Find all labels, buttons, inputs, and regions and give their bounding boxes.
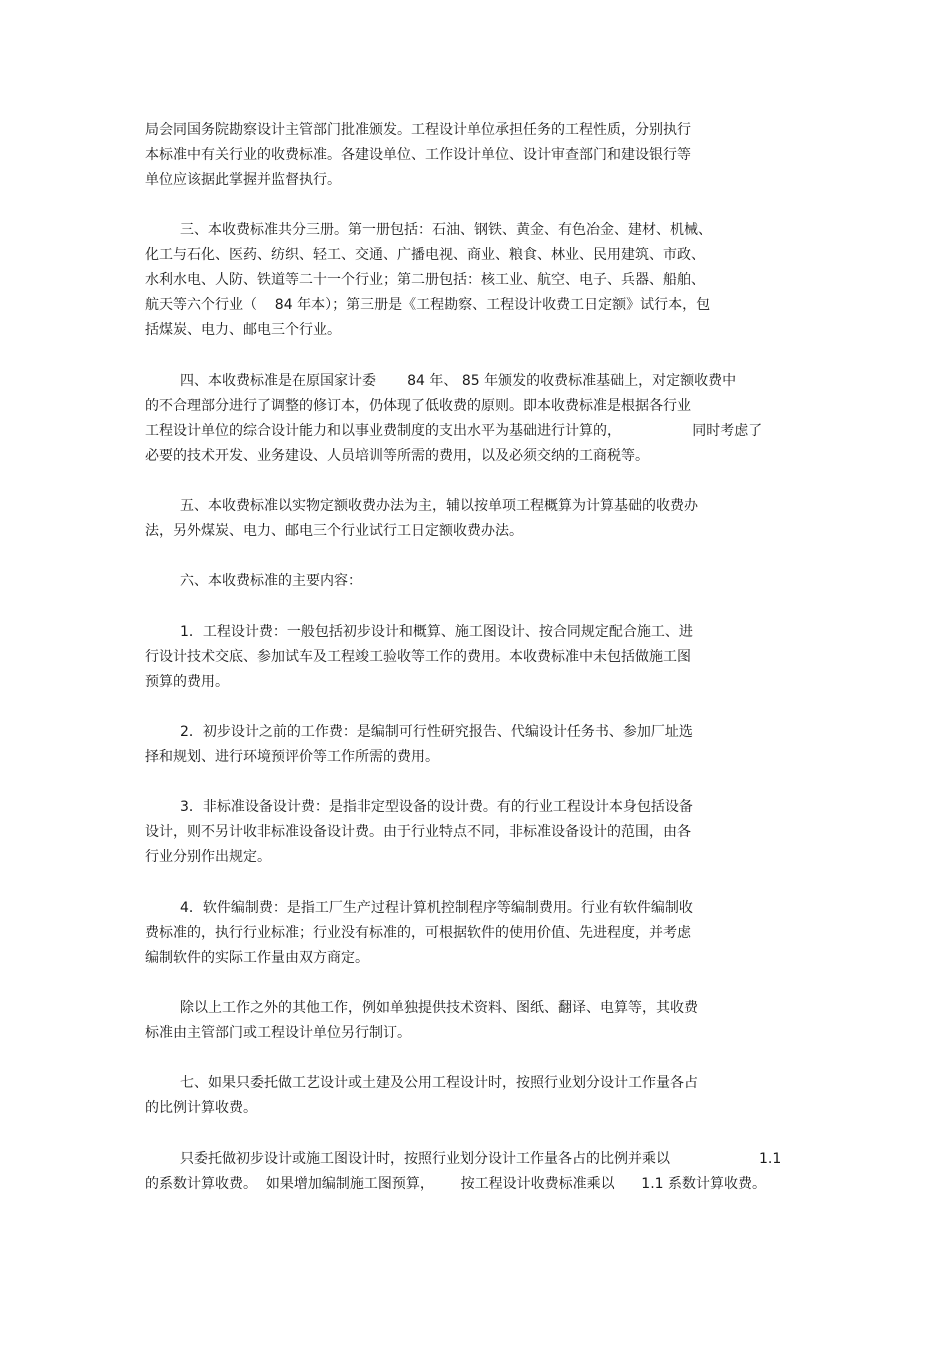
text-line: 标准由主管部门或工程设计单位另行制订。: [145, 1025, 411, 1041]
text-line: 的比例计算收费。: [145, 1100, 257, 1116]
text-line: 括煤炭、电力、邮电三个行业。: [145, 322, 341, 338]
text-line: 法，另外煤炭、电力、邮电三个行业试行工日定额收费办法。: [145, 523, 523, 539]
text-line: 三、本收费标准共分三册。第一册包括：石油、钢铁、黄金、有色冶金、建材、机械、: [180, 222, 712, 238]
text-line: 4．软件编制费：是指工厂生产过程计算机控制程序等编制费用。行业有软件编制收: [180, 900, 693, 916]
text-line: 设计，则不另计收非标准设备设计费。由于行业特点不同，非标准设备设计的范围，由各: [145, 824, 691, 840]
text-line: 的系数计算收费。 如果增加编制施工图预算， 按工程设计收费标准乘以 1.1 系数计算收费。: [145, 1176, 767, 1192]
text-line: 3．非标准设备设计费：是指非定型设备的设计费。有的行业工程设计本身包括设备: [180, 799, 693, 815]
text-line: 必要的技术开发、业务建设、人员培训等所需的费用，以及必须交纳的工商税等。: [145, 448, 649, 464]
text-line: 航天等六个行业（ 84 年本）；第三册是《工程勘察、工程设计收费工日定额》试行本，包: [145, 297, 711, 313]
text-line: 行设计技术交底、参加试车及工程竣工验收等工作的费用。本收费标准中未包括做施工图: [145, 649, 691, 665]
text-line: 编制软件的实际工作量由双方商定。: [145, 950, 369, 966]
text-line: 化工与石化、医药、纺织、轻工、交通、广播电视、商业、粮食、林业、民用建筑、市政、: [145, 247, 705, 263]
text-line: 择和规划、进行环境预评价等工作所需的费用。: [145, 749, 439, 765]
text-line: 工程设计单位的综合设计能力和以事业费制度的支出水平为基础进行计算的， 同时考虑了: [145, 423, 763, 439]
text-line: 单位应该据此掌握并监督执行。: [145, 172, 341, 188]
text-line: 六、本收费标准的主要内容：: [180, 573, 362, 589]
text-line: 局会同国务院勘察设计主管部门批准颁发。工程设计单位承担任务的工程性质，分别执行: [145, 122, 691, 138]
text-line: 四、本收费标准是在原国家计委 84 年、 85 年颁发的收费标准基础上，对定额收费中: [180, 373, 737, 389]
text-line: 本标准中有关行业的收费标准。各建设单位、工作设计单位、设计审查部门和建设银行等: [145, 147, 691, 163]
text-line: 除以上工作之外的其他工作，例如单独提供技术资料、图纸、翻译、电算等，其收费: [180, 1000, 698, 1016]
text-line: 1．工程设计费：一般包括初步设计和概算、施工图设计、按合同规定配合施工、进: [180, 624, 693, 640]
text-line: 2．初步设计之前的工作费：是编制可行性研究报告、代编设计任务书、参加厂址选: [180, 724, 693, 740]
text-line: 费标准的，执行行业标准；行业没有标准的，可根据软件的使用价值、先进程度，并考虑: [145, 925, 691, 941]
text-line: 的不合理部分进行了调整的修订本，仍体现了低收费的原则。即本收费标准是根据各行业: [145, 398, 691, 414]
text-line: 五、本收费标准以实物定额收费办法为主，辅以按单项工程概算为计算基础的收费办: [180, 498, 698, 514]
text-line: 预算的费用。: [145, 674, 229, 690]
text-line: 水利水电、人防、铁道等二十一个行业；第二册包括：核工业、航空、电子、兵器、船舶、: [145, 272, 705, 288]
text-line: 七、如果只委托做工艺设计或土建及公用工程设计时，按照行业划分设计工作量各占: [180, 1075, 698, 1091]
text-line: 只委托做初步设计或施工图设计时，按照行业划分设计工作量各占的比例并乘以 1.1: [180, 1151, 782, 1167]
text-line: 行业分别作出规定。: [145, 849, 271, 865]
